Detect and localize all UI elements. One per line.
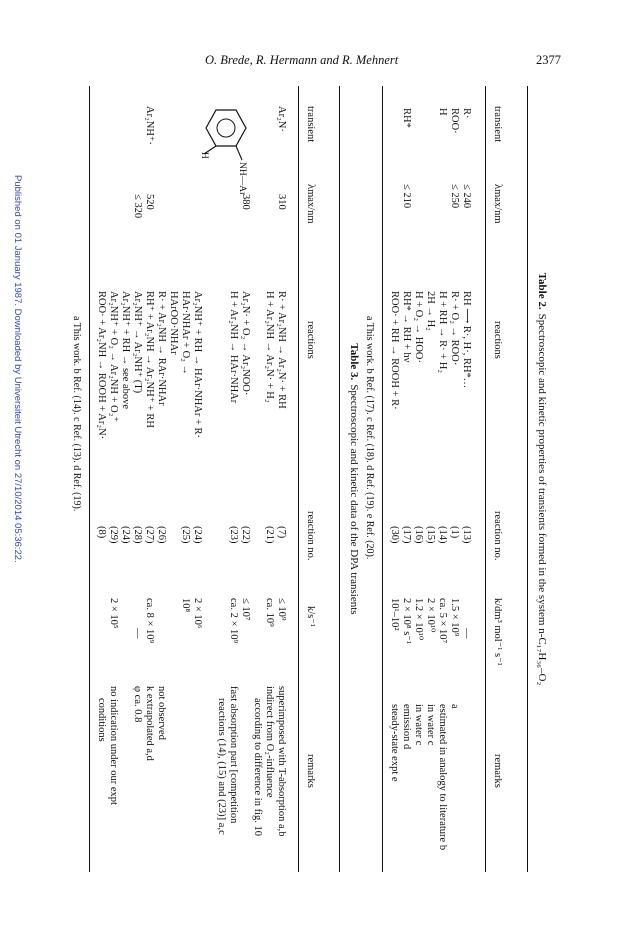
t3-rate (251, 598, 263, 643)
t3-reaction: Ar₂NH⁺ + RH → see above (120, 291, 131, 410)
t3-rate: 10⁸ (180, 598, 191, 613)
t3-rate: ≤ 10⁹ (276, 598, 287, 621)
t3-reaction: Ar₂NH⁺ + O₂ → Ar₂NH + O₂⁺ (108, 291, 119, 422)
t2-transient: ROO· (449, 108, 460, 134)
t3-rate (119, 598, 131, 643)
t3-remark (203, 686, 215, 837)
t2-lambda: ≤ 210 (401, 184, 412, 209)
t3-rate (155, 598, 167, 643)
t3-reaction: R· + Ar₂NH → Ar₂N· + RH (276, 291, 287, 409)
table-2-top-rule (527, 86, 528, 872)
t3-remark: conditions (96, 698, 107, 742)
t3-reaction: Ar₂NH⁺ → Ar₂NH⁺ (T) (132, 291, 143, 394)
t3-number-column (95, 526, 287, 544)
t3-transient-1: Ar₂N· (276, 106, 287, 132)
t2-header-rate: k/dm³ mol⁻¹ s⁻¹ (492, 598, 503, 666)
t3-rate: ≤ 10⁷ (240, 598, 251, 621)
t3-rate: — (132, 628, 143, 639)
t2-reaction: H + RH → R· + H₂ (437, 291, 448, 374)
t2-remarks-column (388, 704, 472, 850)
t2-transient-column (400, 108, 472, 134)
t3-reaction: H + Ar₂NH → HAr·NHAr (228, 291, 239, 404)
table-2-header-rule (485, 86, 486, 872)
t2-transient: R· (461, 108, 472, 119)
t3-remark (167, 686, 179, 837)
download-banner-text: Published on 01 January 1987. Downloaded by Universiteit Utrecht on 27/10/2014 05:36:22. (12, 175, 23, 563)
t2-reaction: 2H → H₂ (425, 291, 436, 331)
t2-header-transient: transient (492, 106, 503, 143)
table-3-caption-text: Spectroscopic and kinetic data of the DPA transients (348, 384, 360, 615)
t3-lambda (263, 194, 275, 210)
t3-lambda: 380 (240, 194, 251, 210)
t2-transient: RH* (401, 108, 412, 128)
t2-reaction: H + O₂ → HOO· (413, 291, 424, 363)
t3-reaction: H + Ar₂NH → Ar₂N· + H₂ (264, 291, 275, 403)
t2-header-remarks: remarks (492, 754, 503, 788)
t3-reaction: HArOO·NHAr (168, 291, 179, 355)
table-3-top-rule (339, 86, 340, 872)
t2-rate: 10¹–10² (389, 598, 400, 631)
t3-remarks-column (95, 686, 287, 837)
t2-remark: emission d (401, 704, 412, 750)
t3-reaction: Ar₂NH⁺ + RH → HAr·NHAr + R· (192, 291, 203, 439)
t2-lambda (436, 184, 448, 208)
t2-header-reactions: reactions (492, 321, 503, 359)
t3-reaction-no: (28) (132, 526, 143, 544)
t2-rate: 1.2 × 10¹⁰ (413, 598, 424, 641)
t2-reaction: R· + O₂ → ROO· (449, 291, 460, 366)
t2-reaction-no: (16) (413, 526, 424, 544)
t3-rate: ca. 2 × 10⁹ (228, 598, 239, 644)
t3-reaction-no: (27) (144, 526, 155, 544)
t3-rate (203, 598, 215, 643)
t3-remark (119, 686, 131, 837)
t2-lambda: ≤ 250 (449, 184, 460, 209)
t2-reaction: ROO· + RH → ROOH + R· (389, 291, 400, 410)
t3-header-transient: transient (305, 106, 316, 143)
t2-reaction: RH* → RH + hν (401, 291, 412, 363)
t3-reaction: R· + Ar₂NH → RAr·NHAr (156, 291, 167, 406)
table-3-header-rule (298, 86, 299, 872)
table-2-bottom-rule (382, 86, 383, 872)
table-3-footnote: a This work. b Ref. (14). c Ref. (13). d Ref. (19). (71, 316, 82, 512)
t3-reaction-no: (23) (228, 526, 239, 544)
t3-reaction-no: (7) (276, 526, 287, 539)
t3-transient-2: Ar₂NH⁺· (144, 106, 155, 145)
t2-remark: estimated in analogy to literature b (437, 704, 448, 851)
rotated-tables (63, 86, 558, 872)
t2-rate: ca. 5 × 10⁷ (437, 598, 448, 644)
t3-lambda-column-b (131, 194, 155, 218)
t2-remark: steady-state expt e (389, 704, 400, 782)
t3-reaction: HAr·NHAr + O₂ → (180, 291, 191, 375)
t2-lambda-column (400, 184, 472, 208)
table-2-footnote: a This work. b Ref. (17). c Ref. (18). d Ref. (19). e Ref. (20). (364, 316, 375, 560)
t3-reaction: ROO· + Ar₂NH → ROOH + Ar₂N· (96, 291, 107, 440)
t3-lambda-column-a (239, 194, 287, 210)
t2-reaction-no: (30) (389, 526, 400, 544)
t3-rate: ca. 8 × 10⁹ (144, 598, 155, 644)
t2-transient (424, 108, 436, 134)
t3-reaction (251, 291, 263, 439)
table-3 (60, 86, 360, 872)
t3-reaction (215, 291, 227, 439)
t3-remark: according to difference in fig. 10 (252, 698, 263, 837)
t3-remark (239, 686, 251, 837)
t2-reaction-no: (15) (425, 526, 436, 544)
t2-reaction-no: (14) (437, 526, 448, 544)
t3-rate-column (95, 598, 287, 643)
t2-reaction-no: (13) (461, 526, 472, 544)
t3-reaction-no: (26) (156, 526, 167, 544)
structure-h-label: H (199, 152, 209, 159)
t3-reaction: RH⁺ + Ar₂NH → Ar₂NH⁺ + RH (144, 291, 155, 429)
t2-remark: in water c (425, 704, 436, 746)
t3-header-remarks: remarks (305, 754, 316, 788)
benzene-ring (206, 110, 246, 146)
t3-rate (95, 598, 107, 643)
t2-transient: H (437, 108, 448, 116)
t3-reactions-column (95, 291, 287, 439)
t2-reaction-no: (1) (449, 526, 460, 539)
table-3-label: Table 3. (348, 343, 360, 381)
t3-reaction-no (251, 526, 263, 544)
t3-remark: φ ca. 0.8 (132, 686, 143, 723)
table-2-label: Table 2. (536, 272, 548, 310)
t3-rate: ca. 10⁹ (264, 598, 275, 627)
t2-header-lambda: λmax/nm (492, 184, 503, 224)
t3-rate (215, 598, 227, 643)
t3-header-reaction-no: reaction no. (305, 511, 316, 561)
t2-number-column (388, 526, 472, 544)
t3-header-rate: k/s⁻¹ (305, 606, 316, 627)
t2-reaction: RH ⟶ R·, H·, RH*… (461, 291, 472, 389)
t2-lambda: ≤ 240 (461, 184, 472, 209)
t2-rate: 1.5 × 10⁹ (449, 598, 460, 637)
t3-reaction-no: (24) (192, 526, 203, 544)
t3-remark: k extrapolated a,d (144, 686, 155, 761)
structure-nh-ar-label: NH—Ar (237, 162, 247, 196)
table-3-bottom-rule (89, 86, 90, 872)
table-2-caption (536, 86, 548, 872)
t3-remark (179, 686, 191, 837)
table-2-caption-text: Spectroscopic and kinetic properties of transients formed in the system n-C₁₇H₃₆–O₂ (536, 313, 548, 686)
t2-remark: a (449, 704, 460, 709)
t3-remark: superimposed with T-absorption a,b (276, 686, 287, 837)
table-3-caption (348, 86, 360, 872)
page-number: 2377 (536, 53, 561, 67)
t3-reaction-no: (29) (108, 526, 119, 544)
t3-lambda: ≤ 320 (132, 194, 143, 219)
t3-rate (167, 598, 179, 643)
t3-reaction-no: (8) (96, 526, 107, 539)
t3-lambda: 520 (144, 194, 155, 210)
t3-remark: reactions (14), (15) and (23)] a,c (216, 698, 227, 835)
download-banner (13, 175, 23, 595)
t3-reaction-no (203, 526, 215, 544)
t2-header-reaction-no: reaction no. (492, 511, 503, 561)
t3-reaction (203, 291, 215, 439)
t3-reaction-no (215, 526, 227, 544)
t3-reaction-no (167, 526, 179, 544)
ring-aromatic-circle (217, 119, 235, 137)
t3-reaction: Ar₂N· + O₂ → Ar₂NOO· (240, 291, 251, 396)
t2-rate: — (461, 628, 472, 639)
table-2 (338, 86, 548, 872)
t2-remark: in water c (413, 704, 424, 746)
t3-remark: no indication under our expt (108, 686, 119, 805)
t3-remark (191, 686, 203, 837)
t2-lambda (424, 184, 436, 208)
t3-rate: 2 × 10⁶ (192, 598, 203, 629)
t3-reaction-no: (22) (240, 526, 251, 544)
t2-remark (460, 704, 472, 850)
t2-rate: 2 × 10¹⁰ (425, 598, 436, 633)
t3-reaction-no: (21) (264, 526, 275, 544)
t2-rate: 2 × 10⁸ s⁻¹ (401, 598, 412, 644)
t2-lambda (412, 184, 424, 208)
t3-lambda: 310 (276, 194, 287, 210)
t3-remark: indirect from O₂-influence (264, 686, 275, 798)
ring-n-bond (236, 146, 242, 160)
t2-transient (412, 108, 424, 134)
t3-header-lambda: λmax/nm (305, 184, 316, 224)
t3-rate: 2 × 10⁵ (108, 598, 119, 629)
t2-reaction-no: (17) (401, 526, 412, 544)
running-head-authors: O. Brede, R. Hermann and R. Mehnert (205, 53, 399, 67)
t3-reaction-no: (24) (120, 526, 131, 544)
t3-header-reactions: reactions (305, 321, 316, 359)
t2-rate-column (388, 598, 472, 644)
t3-remark: not observed (156, 686, 167, 740)
page-header (0, 0, 624, 80)
t3-remark: fast absorption part [competition (228, 686, 239, 824)
t2-reactions-column (388, 291, 472, 410)
t3-reaction-no: (25) (180, 526, 191, 544)
